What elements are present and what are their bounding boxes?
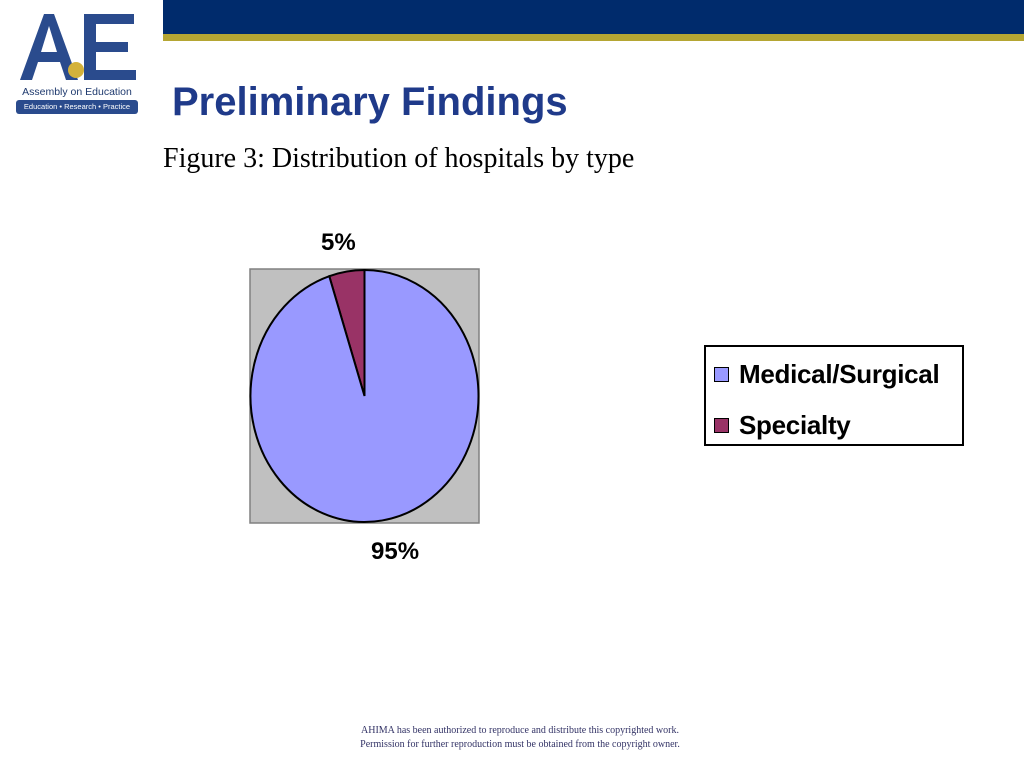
slide-title: Preliminary Findings	[172, 80, 568, 124]
pie-slice-medical-surgical	[250, 270, 478, 522]
legend-swatch-medical-surgical	[714, 367, 729, 382]
footer-line-1: AHIMA has been authorized to reproduce and distribute this copyrighted work.	[361, 725, 679, 736]
legend-item-medical-surgical	[714, 359, 939, 389]
logo-tagline: Education • Research • Practice	[16, 100, 138, 114]
data-label-medical-surgical: 95%	[371, 538, 420, 565]
chart-legend	[704, 345, 964, 446]
legend-swatch-specialty	[714, 418, 729, 433]
legend-label-specialty: Specialty	[739, 409, 851, 440]
data-label-specialty: 5%	[321, 229, 356, 256]
copyright-footer	[300, 724, 740, 752]
footer-line-2: Permission for further reproduction must be obtained from the copyright owner.	[360, 739, 680, 750]
chart-title: Figure 3: Distribution of hospitals by type	[163, 143, 635, 174]
logo-name: Assembly on Education	[22, 86, 132, 98]
legend-item-specialty	[714, 410, 850, 440]
legend-label-medical-surgical: Medical/Surgical	[739, 358, 940, 389]
